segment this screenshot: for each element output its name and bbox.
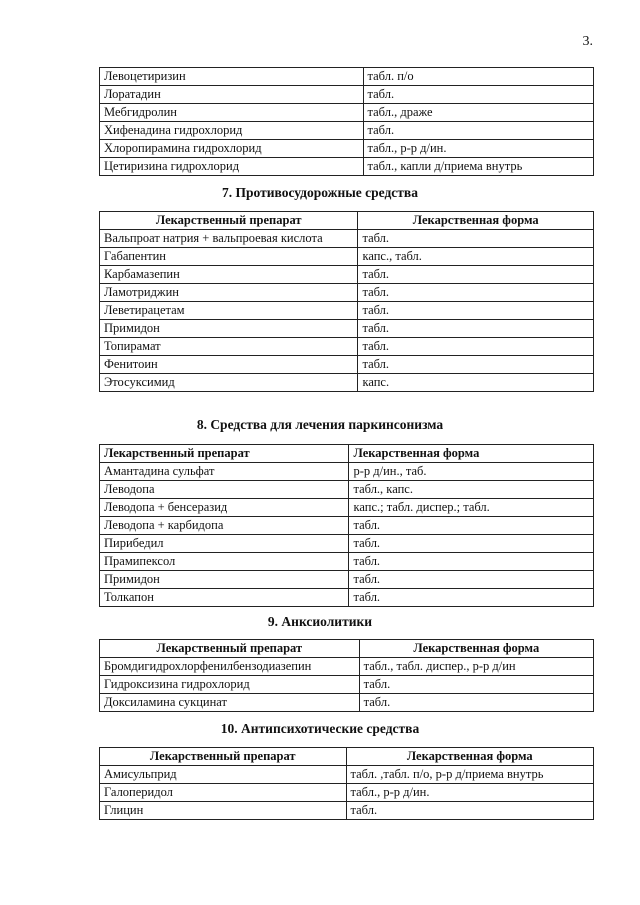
table-row [100,68,594,86]
drug-name: Фенитоин [100,356,358,374]
table-row [100,481,594,499]
drug-form: табл. [358,356,594,374]
drug-form: табл. [349,589,594,607]
table-row [100,140,594,158]
drug-name: Левоцетиризин [100,68,364,86]
drug-name: Габапентин [100,248,358,266]
drug-form: капс. [358,374,594,392]
drug-form: табл. [358,284,594,302]
table-row [100,535,594,553]
table-row [100,658,594,676]
drug-form: табл., табл. диспер., р-р д/ин [359,658,593,676]
drug-name: Цетиризина гидрохлорид [100,158,364,176]
table-header-row [100,212,594,230]
drug-form: капс.; табл. диспер.; табл. [349,499,594,517]
drug-form: табл. [359,694,593,712]
drug-name: Примидон [100,571,349,589]
table-row [100,571,594,589]
drug-name: Пирибедил [100,535,349,553]
drug-form: табл. [349,571,594,589]
anxiolytics-table [99,639,594,712]
drug-form: табл., р-р д/ин. [363,140,593,158]
drug-name: Леветирацетам [100,302,358,320]
table-row [100,499,594,517]
drug-form: табл. [358,338,594,356]
table-row [100,517,594,535]
drug-name: Топирамат [100,338,358,356]
section-title-antipsychotics: 10. Антипсихотические средства [220,721,420,736]
drug-name: Бромдигидрохлорфенилбензодиазепин [100,658,360,676]
table-row [100,104,594,122]
antihistamine-table [99,67,594,176]
antipsychotics-table [99,747,594,820]
header-form: Лекарственная форма [349,445,594,463]
table-row [100,766,594,784]
table-row [100,122,594,140]
drug-form: табл., капли д/приема внутрь [363,158,593,176]
table-row [100,802,594,820]
section-title-antiparkinson: 8. Средства для лечения паркинсонизма [196,417,444,432]
drug-name: Лоратадин [100,86,364,104]
header-form: Лекарственная форма [359,640,593,658]
drug-form: табл. [363,122,593,140]
drug-name: Прамипексол [100,553,349,571]
drug-form: табл. [359,676,593,694]
drug-name: Леводопа + бенсеразид [100,499,349,517]
table-row [100,784,594,802]
section-title-anxiolytics: 9. Анксиолитики [267,614,373,629]
drug-form: табл. [358,320,594,338]
drug-name: Гидроксизина гидрохлорид [100,676,360,694]
table-row [100,248,594,266]
header-drug: Лекарственный препарат [100,212,358,230]
table-row [100,86,594,104]
drug-name: Толкапон [100,589,349,607]
table-header-row [100,445,594,463]
drug-name: Глицин [100,802,347,820]
header-drug: Лекарственный препарат [100,748,347,766]
drug-name: Мебгидролин [100,104,364,122]
table-row [100,356,594,374]
table-row [100,694,594,712]
table-row [100,338,594,356]
table-row [100,676,594,694]
page-number: 3. [582,34,593,49]
table-row [100,320,594,338]
drug-form: табл. [358,302,594,320]
table-header-row [100,748,594,766]
drug-name: Амисульприд [100,766,347,784]
drug-form: табл. [363,86,593,104]
drug-form: табл. [346,802,594,820]
table-header-row [100,640,594,658]
drug-form: табл. [349,535,594,553]
drug-form: табл. [349,553,594,571]
drug-name: Галоперидол [100,784,347,802]
table-row [100,374,594,392]
drug-name: Амантадина сульфат [100,463,349,481]
drug-name: Этосуксимид [100,374,358,392]
table-row [100,266,594,284]
drug-form: табл., капс. [349,481,594,499]
drug-form: капс., табл. [358,248,594,266]
header-drug: Лекарственный препарат [100,445,349,463]
drug-form: табл., драже [363,104,593,122]
drug-name: Леводопа + карбидопа [100,517,349,535]
drug-form: табл. [349,517,594,535]
drug-name: Леводопа [100,481,349,499]
table-row [100,302,594,320]
drug-form: табл., р-р д/ин. [346,784,594,802]
table-row [100,158,594,176]
drug-form: табл. п/о [363,68,593,86]
table-row [100,463,594,481]
drug-name: Хлоропирамина гидрохлорид [100,140,364,158]
header-form: Лекарственная форма [346,748,594,766]
drug-name: Примидон [100,320,358,338]
header-drug: Лекарственный препарат [100,640,360,658]
drug-form: табл. ,табл. п/о, р-р д/приема внутрь [346,766,594,784]
drug-name: Хифенадина гидрохлорид [100,122,364,140]
anticonvulsants-table [99,211,594,392]
drug-name: Доксиламина сукцинат [100,694,360,712]
drug-name: Карбамазепин [100,266,358,284]
drug-form: табл. [358,230,594,248]
table-row [100,553,594,571]
table-row [100,589,594,607]
drug-name: Вальпроат натрия + вальпроевая кислота [100,230,358,248]
table-row [100,230,594,248]
table-row [100,284,594,302]
header-form: Лекарственная форма [358,212,594,230]
drug-form: табл. [358,266,594,284]
drug-name: Ламотриджин [100,284,358,302]
section-title-anticonvulsants: 7. Противосудорожные средства [222,185,418,200]
drug-form: р-р д/ин., таб. [349,463,594,481]
antiparkinson-table [99,444,594,607]
